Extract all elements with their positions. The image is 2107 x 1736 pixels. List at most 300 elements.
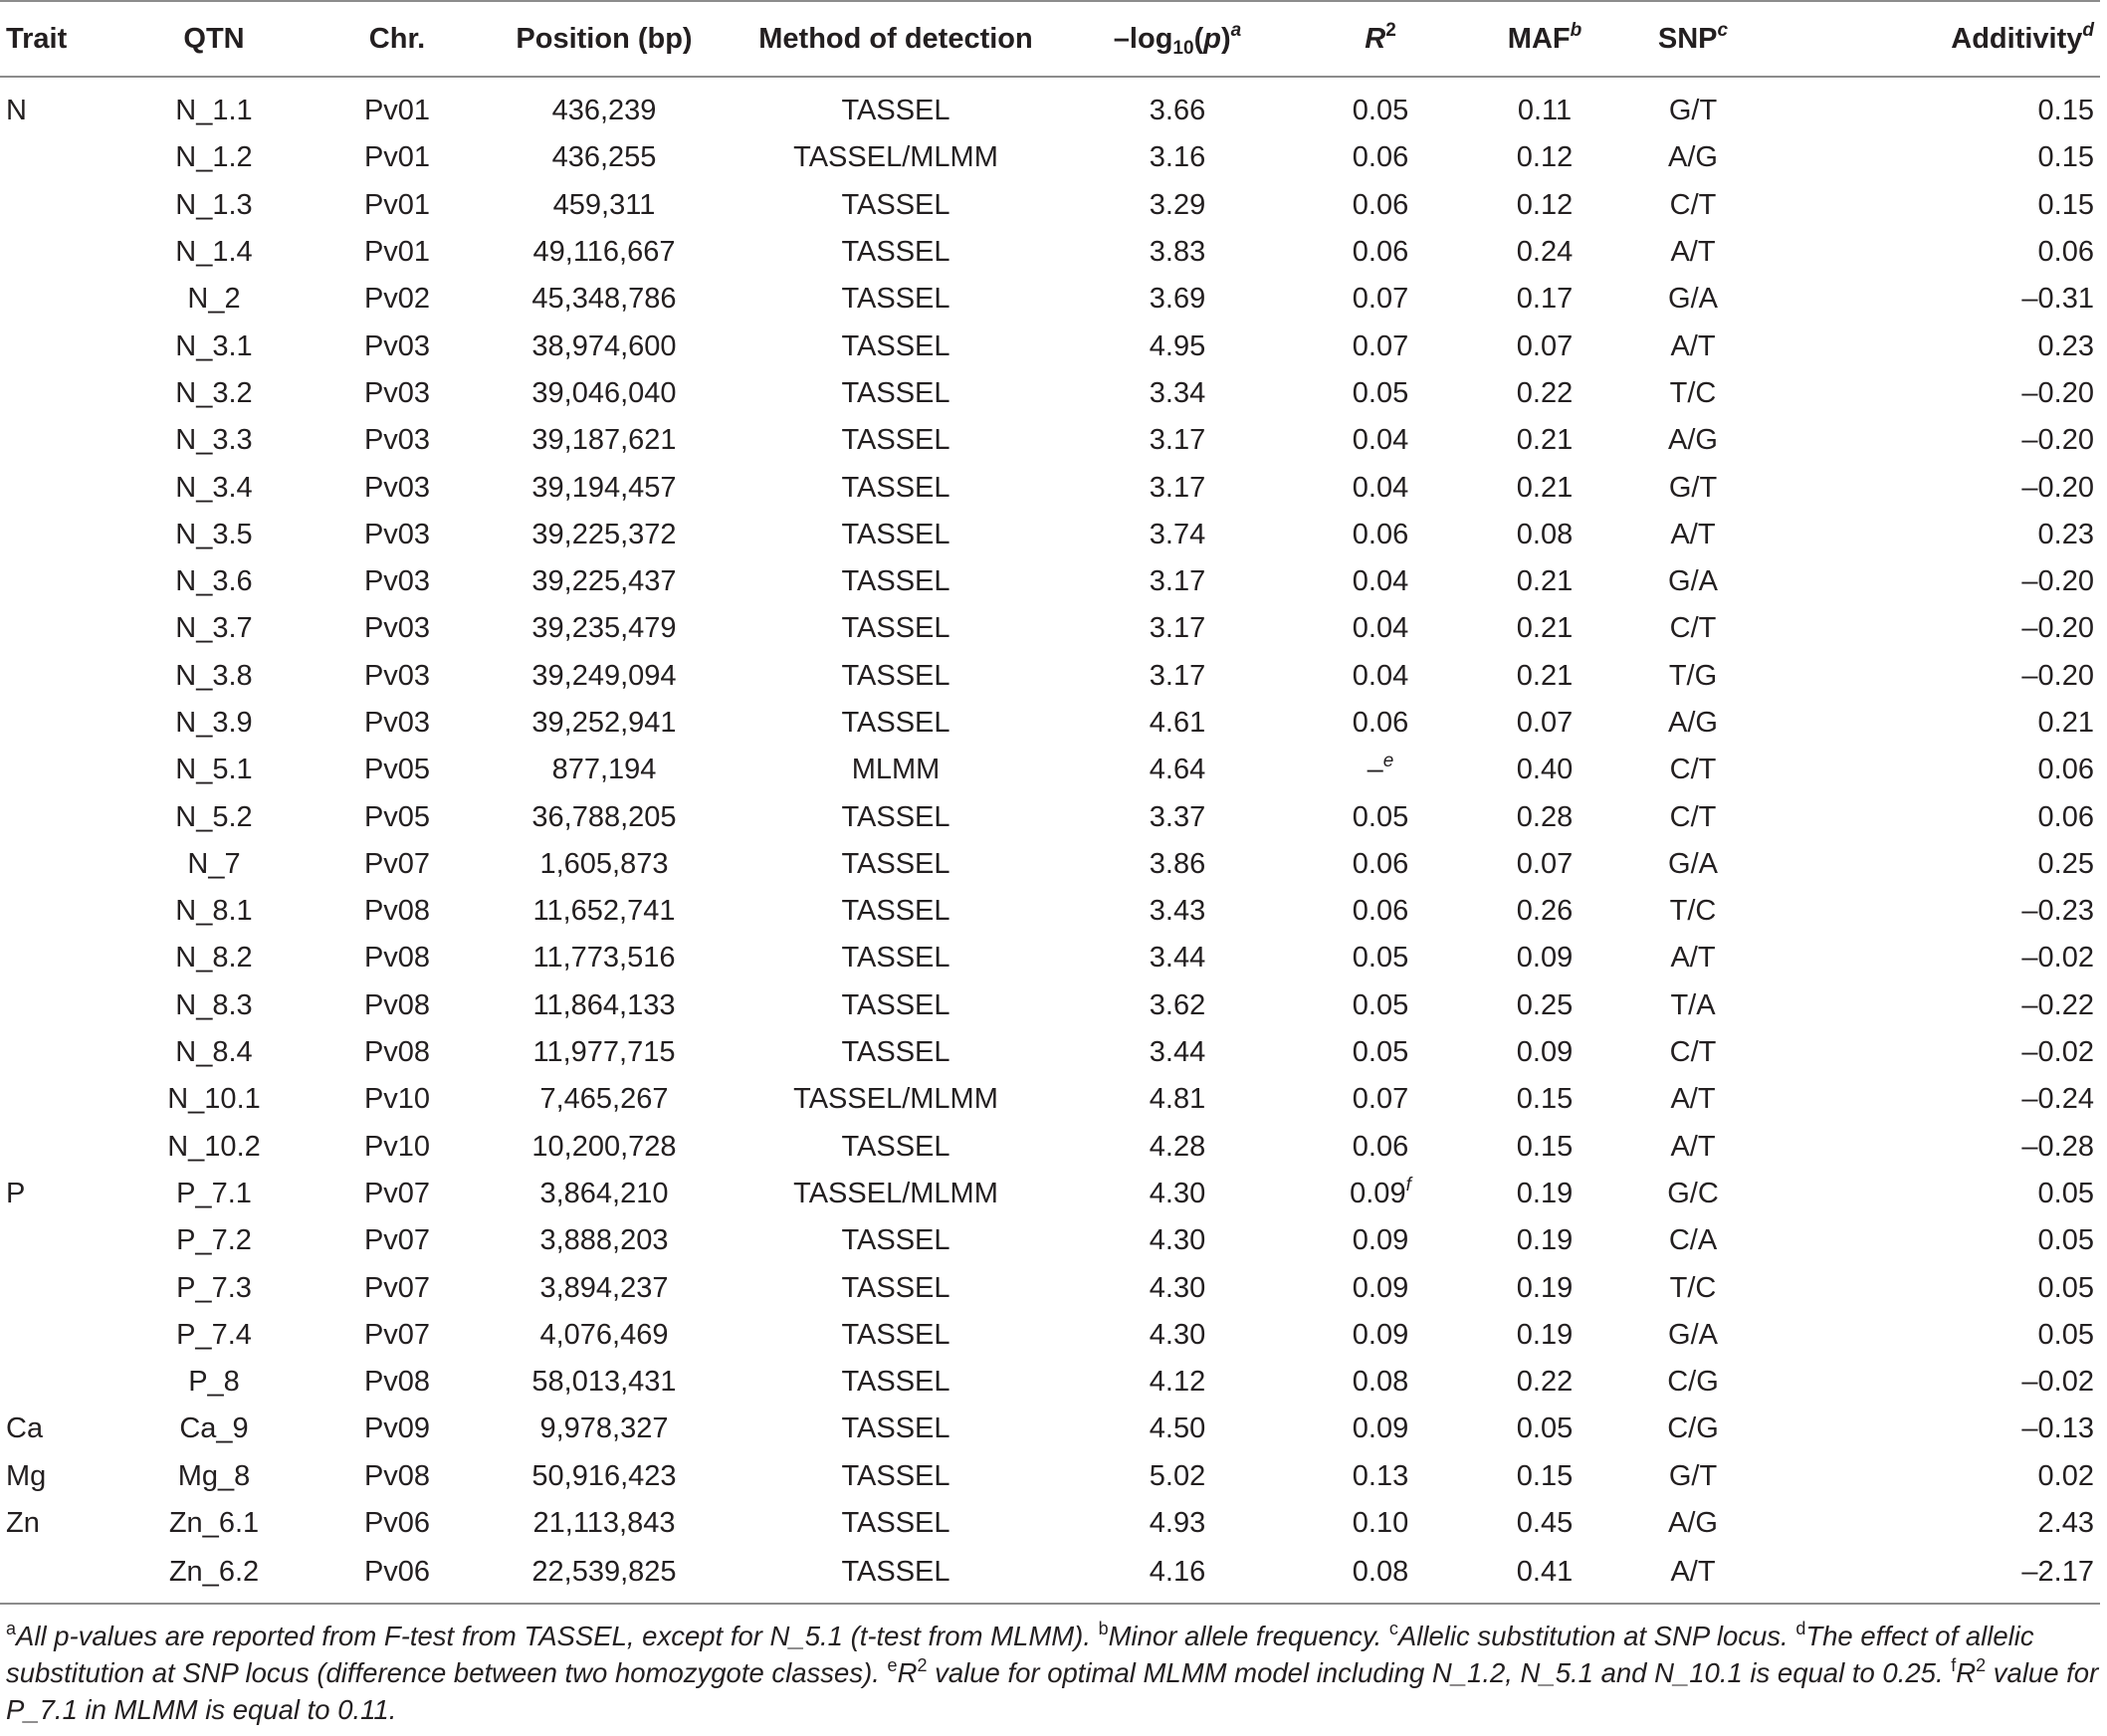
cell-chr: Pv01 <box>363 236 431 269</box>
cell-position: 9,978,327 <box>539 1412 669 1445</box>
cell-maf: 0.22 <box>1516 1366 1574 1399</box>
cell-position: 4,076,469 <box>539 1318 669 1351</box>
table-row <box>0 1547 2100 1604</box>
cell-snp: T/G <box>1668 659 1718 692</box>
header-chr: Chr. <box>318 1 476 77</box>
cell-snp: A/T <box>1670 1083 1716 1116</box>
cell-r2: 0.04 <box>1352 565 1409 598</box>
cell-maf: 0.41 <box>1465 1547 1624 1604</box>
cell-qtn: N_5.2 <box>175 800 253 833</box>
cell-additivity: –0.02 <box>2021 942 2094 975</box>
cell-additivity: 2.43 <box>2037 1507 2094 1540</box>
cell-method: TASSEL <box>841 800 950 833</box>
cell-logp: 3.17 <box>1149 565 1206 598</box>
cell-qtn: N_10.1 <box>167 1083 261 1116</box>
cell-method: TASSEL <box>841 988 950 1021</box>
cell-position: 36,788,205 <box>531 800 677 833</box>
cell-qtn: N_1.2 <box>175 141 253 174</box>
cell-r2: –$^e$ <box>1367 751 1394 786</box>
cell-r2: 0.10 <box>1352 1507 1409 1540</box>
cell-qtn: N_1.4 <box>175 236 253 269</box>
cell-chr: Pv03 <box>363 707 431 739</box>
cell-snp: A/G <box>1668 141 1718 174</box>
cell-r2: 0.06 <box>1352 188 1409 221</box>
cell-maf: 0.21 <box>1516 612 1574 645</box>
cell-logp: 3.44 <box>1149 1036 1206 1069</box>
cell-method: TASSEL <box>841 424 950 457</box>
cell-additivity: –0.02 <box>2021 1366 2094 1399</box>
cell-position: 58,013,431 <box>531 1366 677 1399</box>
cell-r2: 0.13 <box>1352 1459 1409 1492</box>
cell-position: 38,974,600 <box>531 329 677 362</box>
cell-trait <box>0 935 109 981</box>
cell-snp: C/G <box>1667 1366 1719 1399</box>
cell-position: 49,116,667 <box>532 236 676 269</box>
cell-qtn: N_8.2 <box>175 942 253 975</box>
cell-maf: 0.11 <box>1517 95 1573 127</box>
cell-r2: 0.05 <box>1352 376 1409 409</box>
cell-logp: 3.17 <box>1149 424 1206 457</box>
cell-chr: Pv03 <box>363 518 431 550</box>
table-row <box>0 700 2100 747</box>
cell-additivity: 0.02 <box>2037 1459 2094 1492</box>
cell-chr: Pv03 <box>363 424 431 457</box>
cell-chr: Pv02 <box>363 283 431 316</box>
cell-snp: A/G <box>1668 424 1718 457</box>
table-row <box>0 841 2100 888</box>
footnote-e: $^eR^2$ value for optimal MLMM model including N_1.2, N_5.1 and N_10.1 is equal to 0.25. <box>887 1655 1952 1688</box>
cell-qtn: N_1.1 <box>175 95 253 127</box>
cell-maf: 0.21 <box>1516 565 1574 598</box>
cell-snp: T/A <box>1670 988 1716 1021</box>
cell-snp: G/C <box>1667 1177 1719 1209</box>
cell-qtn: N_1.3 <box>175 188 253 221</box>
cell-maf: 0.08 <box>1516 518 1574 550</box>
footnote-b: $^b$Minor allele frequency. <box>1098 1619 1389 1651</box>
cell-qtn: P_7.1 <box>176 1177 252 1209</box>
cell-position: 11,773,516 <box>532 942 676 975</box>
cell-additivity: 0.21 <box>2037 707 2094 739</box>
cell-snp: G/T <box>1668 95 1718 127</box>
cell-snp: C/T <box>1669 612 1717 645</box>
cell-logp: 3.17 <box>1149 612 1206 645</box>
cell-logp: 4.30 <box>1149 1224 1206 1257</box>
cell-r2: 0.06 <box>1352 1130 1409 1163</box>
cell-snp: C/T <box>1669 754 1717 786</box>
cell-trait <box>0 417 109 464</box>
cell-additivity: 0.05 <box>2037 1224 2094 1257</box>
cell-chr: Pv03 <box>363 471 431 504</box>
cell-r2: 0.09 <box>1352 1318 1409 1351</box>
cell-chr: Pv08 <box>363 942 431 975</box>
cell-chr: Pv07 <box>363 1318 431 1351</box>
cell-r2: 0.05 <box>1352 1036 1409 1069</box>
cell-snp: C/A <box>1668 1224 1718 1257</box>
cell-logp: 4.30 <box>1149 1177 1206 1209</box>
cell-logp: 4.95 <box>1149 329 1206 362</box>
cell-additivity: –0.31 <box>2021 283 2094 316</box>
cell-logp: 4.64 <box>1149 754 1206 786</box>
cell-snp: C/T <box>1669 188 1717 221</box>
cell-qtn: N_3.4 <box>175 471 253 504</box>
cell-qtn: N_8.1 <box>175 895 253 928</box>
cell-maf: 0.05 <box>1516 1412 1574 1445</box>
cell-position: 459,311 <box>552 188 656 221</box>
table-row <box>0 1217 2100 1264</box>
cell-trait <box>0 134 109 181</box>
cell-snp: A/G <box>1668 707 1718 739</box>
cell-qtn: Zn_6.1 <box>168 1507 260 1540</box>
cell-method: TASSEL <box>841 1224 950 1257</box>
cell-maf: 0.15 <box>1516 1130 1574 1163</box>
cell-method: TASSEL <box>841 847 950 880</box>
cell-position: 39,046,040 <box>531 376 677 409</box>
cell-logp: 3.16 <box>1149 141 1206 174</box>
cell-additivity: 0.15 <box>2037 141 2094 174</box>
cell-chr: Pv07 <box>363 1177 431 1209</box>
cell-logp: 3.43 <box>1149 895 1206 928</box>
table-body <box>0 77 2100 1604</box>
table-row <box>0 558 2100 605</box>
cell-r2: 0.06 <box>1352 707 1409 739</box>
cell-maf: 0.15 <box>1516 1083 1574 1116</box>
cell-logp: 4.30 <box>1149 1271 1206 1304</box>
cell-method: TASSEL/MLMM <box>793 1083 998 1116</box>
cell-maf: 0.09 <box>1516 1036 1574 1069</box>
cell-qtn: N_3.9 <box>175 707 253 739</box>
cell-additivity: 0.06 <box>2037 754 2094 786</box>
table-row <box>0 1359 2100 1406</box>
table-row <box>0 512 2100 558</box>
cell-snp: C/G <box>1667 1412 1719 1445</box>
cell-additivity: –0.02 <box>2021 1036 2094 1069</box>
cell-r2: 0.06 <box>1352 518 1409 550</box>
cell-r2: 0.06 <box>1352 141 1409 174</box>
cell-qtn: N_2 <box>187 283 241 316</box>
cell-method: TASSEL <box>733 1547 1059 1604</box>
cell-chr: Pv10 <box>363 1083 431 1116</box>
cell-method: TASSEL <box>841 659 950 692</box>
cell-method: TASSEL <box>841 707 950 739</box>
cell-chr: Pv05 <box>363 754 431 786</box>
table-row <box>0 417 2100 464</box>
cell-chr: Pv08 <box>363 1036 431 1069</box>
cell-snp: A/T <box>1624 1547 1762 1604</box>
cell-snp: G/T <box>1668 1459 1718 1492</box>
cell-additivity: 0.15 <box>2037 95 2094 127</box>
header-row <box>0 1 2100 77</box>
cell-method: TASSEL <box>841 612 950 645</box>
cell-additivity: –0.20 <box>2021 565 2094 598</box>
header-r2: $R^2$ <box>1296 1 1465 77</box>
header-maf: MAF$^b$ <box>1465 1 1624 77</box>
cell-trait: Mg <box>6 1459 47 1492</box>
cell-position: 3,888,203 <box>539 1224 669 1257</box>
cell-trait <box>0 793 109 840</box>
table-row <box>0 1453 2100 1500</box>
cell-trait <box>0 888 109 935</box>
cell-position: 877,194 <box>551 754 657 786</box>
table-row <box>0 77 2100 134</box>
table-row <box>0 1029 2100 1076</box>
table-row <box>0 134 2100 181</box>
cell-method: TASSEL <box>841 1130 950 1163</box>
cell-trait <box>0 841 109 888</box>
cell-r2: 0.05 <box>1352 95 1409 127</box>
cell-trait <box>0 464 109 511</box>
cell-chr: Pv01 <box>363 141 431 174</box>
cell-logp: 4.61 <box>1149 707 1206 739</box>
cell-r2: 0.05 <box>1352 988 1409 1021</box>
footnote-a: $^a$All p-values are reported from F-test from TASSEL, except for N_5.1 (t-test from MLMM). <box>6 1619 1099 1651</box>
cell-maf: 0.07 <box>1516 329 1574 362</box>
cell-logp: 3.29 <box>1149 188 1206 221</box>
table-row <box>0 888 2100 935</box>
cell-snp: A/T <box>1670 236 1716 269</box>
cell-position: 11,977,715 <box>532 1036 676 1069</box>
cell-method: TASSEL <box>841 471 950 504</box>
cell-maf: 0.22 <box>1516 376 1574 409</box>
cell-additivity: –0.23 <box>2021 895 2094 928</box>
cell-logp: 3.83 <box>1149 236 1206 269</box>
table-row <box>0 747 2100 793</box>
cell-position: 3,894,237 <box>539 1271 669 1304</box>
cell-r2: 0.09$^f$ <box>1350 1174 1411 1209</box>
cell-logp: 4.12 <box>1149 1366 1206 1399</box>
cell-qtn: N_3.7 <box>175 612 253 645</box>
cell-chr: Pv07 <box>363 1224 431 1257</box>
table-row <box>0 229 2100 276</box>
cell-qtn: Mg_8 <box>177 1459 251 1492</box>
cell-position: 39,235,479 <box>531 612 677 645</box>
cell-logp: 3.37 <box>1149 800 1206 833</box>
cell-chr: Pv03 <box>363 565 431 598</box>
cell-snp: G/A <box>1668 1318 1718 1351</box>
cell-qtn: N_3.6 <box>175 565 253 598</box>
cell-maf: 0.24 <box>1516 236 1574 269</box>
cell-method: TASSEL <box>841 565 950 598</box>
cell-logp: 4.81 <box>1149 1083 1206 1116</box>
cell-r2: 0.04 <box>1352 471 1409 504</box>
cell-maf: 0.17 <box>1516 283 1574 316</box>
table-row <box>0 653 2100 700</box>
cell-method: TASSEL <box>841 188 950 221</box>
cell-snp: T/C <box>1669 895 1717 928</box>
cell-logp: 5.02 <box>1149 1459 1206 1492</box>
cell-position: 39,249,094 <box>531 659 677 692</box>
cell-snp: A/T <box>1670 1130 1716 1163</box>
header-position: Position (bp) <box>476 1 733 77</box>
cell-additivity: 0.15 <box>2037 188 2094 221</box>
cell-trait <box>0 653 109 700</box>
cell-qtn: N_3.2 <box>175 376 253 409</box>
cell-snp: C/T <box>1669 800 1717 833</box>
header-qtn: QTN <box>109 1 318 77</box>
table-row <box>0 1500 2100 1547</box>
cell-logp: 4.50 <box>1149 1412 1206 1445</box>
cell-r2: 0.09 <box>1352 1412 1409 1445</box>
cell-trait <box>0 229 109 276</box>
cell-qtn: N_3.5 <box>175 518 253 550</box>
cell-method: MLMM <box>851 754 941 786</box>
cell-chr: Pv01 <box>363 95 431 127</box>
table-row <box>0 182 2100 229</box>
cell-trait <box>0 370 109 417</box>
cell-logp: 4.16 <box>1059 1547 1296 1604</box>
cell-trait <box>0 276 109 323</box>
cell-logp: 4.28 <box>1149 1130 1206 1163</box>
cell-logp: 3.17 <box>1149 659 1206 692</box>
cell-trait <box>0 605 109 652</box>
cell-r2: 0.05 <box>1352 942 1409 975</box>
cell-logp: 3.34 <box>1149 376 1206 409</box>
cell-logp: 4.93 <box>1149 1507 1206 1540</box>
table-row <box>0 1076 2100 1123</box>
cell-chr: Pv10 <box>363 1130 431 1163</box>
cell-qtn: P_7.4 <box>176 1318 252 1351</box>
cell-additivity: –0.20 <box>2021 424 2094 457</box>
cell-chr: Pv03 <box>363 659 431 692</box>
header-additivity: Additivity$^d$ <box>1762 1 2100 77</box>
cell-snp: A/T <box>1670 942 1716 975</box>
cell-method: TASSEL/MLMM <box>793 141 998 174</box>
table-row <box>0 464 2100 511</box>
cell-maf: 0.40 <box>1516 754 1574 786</box>
cell-maf: 0.21 <box>1516 471 1574 504</box>
cell-additivity: –0.22 <box>2021 988 2094 1021</box>
header-method: Method of detection <box>733 1 1059 77</box>
cell-r2: 0.09 <box>1352 1271 1409 1304</box>
cell-qtn: N_7 <box>187 847 241 880</box>
cell-maf: 0.19 <box>1516 1177 1574 1209</box>
cell-logp: 4.30 <box>1149 1318 1206 1351</box>
cell-trait <box>0 1124 109 1171</box>
cell-position: 10,200,728 <box>531 1130 677 1163</box>
footnote-d: $^d$The effect of allelic substitution at SNP locus (difference between two homozygote classes). <box>6 1619 2034 1688</box>
cell-method: TASSEL <box>841 95 950 127</box>
cell-logp: 3.17 <box>1149 471 1206 504</box>
cell-maf: 0.15 <box>1516 1459 1574 1492</box>
table-row <box>0 982 2100 1029</box>
cell-additivity: –2.17 <box>1762 1547 2100 1604</box>
cell-position: 436,239 <box>551 95 657 127</box>
table-footnotes <box>6 1618 2101 1728</box>
cell-additivity: –0.28 <box>2021 1130 2094 1163</box>
table-row <box>0 605 2100 652</box>
cell-position: 21,113,843 <box>532 1507 676 1540</box>
cell-r2: 0.04 <box>1352 612 1409 645</box>
cell-logp: 3.86 <box>1149 847 1206 880</box>
footnote-f: $^fR^2$ value for P_7.1 in MLMM is equal to 0.11. <box>6 1655 2099 1725</box>
cell-method: TASSEL <box>841 329 950 362</box>
cell-method: TASSEL <box>841 518 950 550</box>
cell-additivity: 0.23 <box>2037 329 2094 362</box>
cell-trait <box>0 182 109 229</box>
cell-logp: 3.62 <box>1149 988 1206 1021</box>
cell-snp: G/A <box>1668 283 1718 316</box>
cell-snp: C/T <box>1669 1036 1717 1069</box>
cell-position: 39,252,941 <box>531 707 677 739</box>
cell-trait <box>0 1029 109 1076</box>
cell-r2: 0.04 <box>1352 659 1409 692</box>
cell-snp: T/C <box>1669 1271 1717 1304</box>
cell-logp: 3.66 <box>1149 95 1206 127</box>
cell-maf: 0.19 <box>1516 1271 1574 1304</box>
cell-method: TASSEL <box>841 236 950 269</box>
cell-qtn: Zn_6.2 <box>109 1547 318 1604</box>
cell-additivity: 0.25 <box>2037 847 2094 880</box>
cell-r2: 0.07 <box>1352 283 1409 316</box>
cell-snp: A/T <box>1670 518 1716 550</box>
cell-r2: 0.05 <box>1352 800 1409 833</box>
cell-maf: 0.26 <box>1516 895 1574 928</box>
cell-position: 22,539,825 <box>476 1547 733 1604</box>
cell-position: 1,605,873 <box>539 847 669 880</box>
cell-position: 11,652,741 <box>532 895 676 928</box>
cell-chr: Pv06 <box>363 1507 431 1540</box>
cell-additivity: –0.20 <box>2021 376 2094 409</box>
cell-trait <box>0 323 109 369</box>
cell-qtn: N_5.1 <box>175 754 253 786</box>
cell-trait: Zn <box>6 1507 40 1540</box>
cell-snp: T/C <box>1669 376 1717 409</box>
cell-r2: 0.04 <box>1352 424 1409 457</box>
cell-maf: 0.12 <box>1516 188 1574 221</box>
table-row <box>0 793 2100 840</box>
cell-additivity: –0.13 <box>2021 1412 2094 1445</box>
cell-r2: 0.06 <box>1352 895 1409 928</box>
cell-maf: 0.07 <box>1516 847 1574 880</box>
cell-additivity: 0.06 <box>2037 800 2094 833</box>
cell-qtn: P_8 <box>188 1366 240 1399</box>
cell-method: TASSEL <box>841 942 950 975</box>
cell-position: 45,348,786 <box>531 283 677 316</box>
cell-r2: 0.06 <box>1352 236 1409 269</box>
cell-maf: 0.25 <box>1516 988 1574 1021</box>
cell-chr: Pv08 <box>363 895 431 928</box>
header-snp: SNP$^c$ <box>1624 1 1762 77</box>
cell-method: TASSEL <box>841 1318 950 1351</box>
cell-r2: 0.06 <box>1352 847 1409 880</box>
cell-trait <box>0 1312 109 1359</box>
cell-trait <box>0 1076 109 1123</box>
cell-additivity: –0.20 <box>2021 471 2094 504</box>
cell-maf: 0.21 <box>1516 659 1574 692</box>
cell-qtn: Ca_9 <box>179 1412 249 1445</box>
cell-maf: 0.07 <box>1516 707 1574 739</box>
cell-snp: G/A <box>1668 565 1718 598</box>
cell-chr: Pv08 <box>363 1366 431 1399</box>
cell-additivity: 0.06 <box>2037 236 2094 269</box>
cell-logp: 3.74 <box>1149 518 1206 550</box>
cell-maf: 0.45 <box>1516 1507 1574 1540</box>
cell-trait <box>0 1264 109 1311</box>
cell-qtn: N_10.2 <box>167 1130 261 1163</box>
cell-qtn: N_3.1 <box>175 329 253 362</box>
cell-position: 39,187,621 <box>531 424 677 457</box>
cell-maf: 0.19 <box>1516 1318 1574 1351</box>
cell-logp: 3.44 <box>1149 942 1206 975</box>
cell-r2: 0.09 <box>1352 1224 1409 1257</box>
cell-r2: 0.08 <box>1352 1366 1409 1399</box>
cell-snp: A/G <box>1668 1507 1718 1540</box>
cell-chr: Pv08 <box>363 1459 431 1492</box>
cell-r2: 0.08 <box>1296 1547 1465 1604</box>
cell-trait <box>0 747 109 793</box>
table-row <box>0 1124 2100 1171</box>
table-row <box>0 276 2100 323</box>
cell-snp: A/T <box>1670 329 1716 362</box>
